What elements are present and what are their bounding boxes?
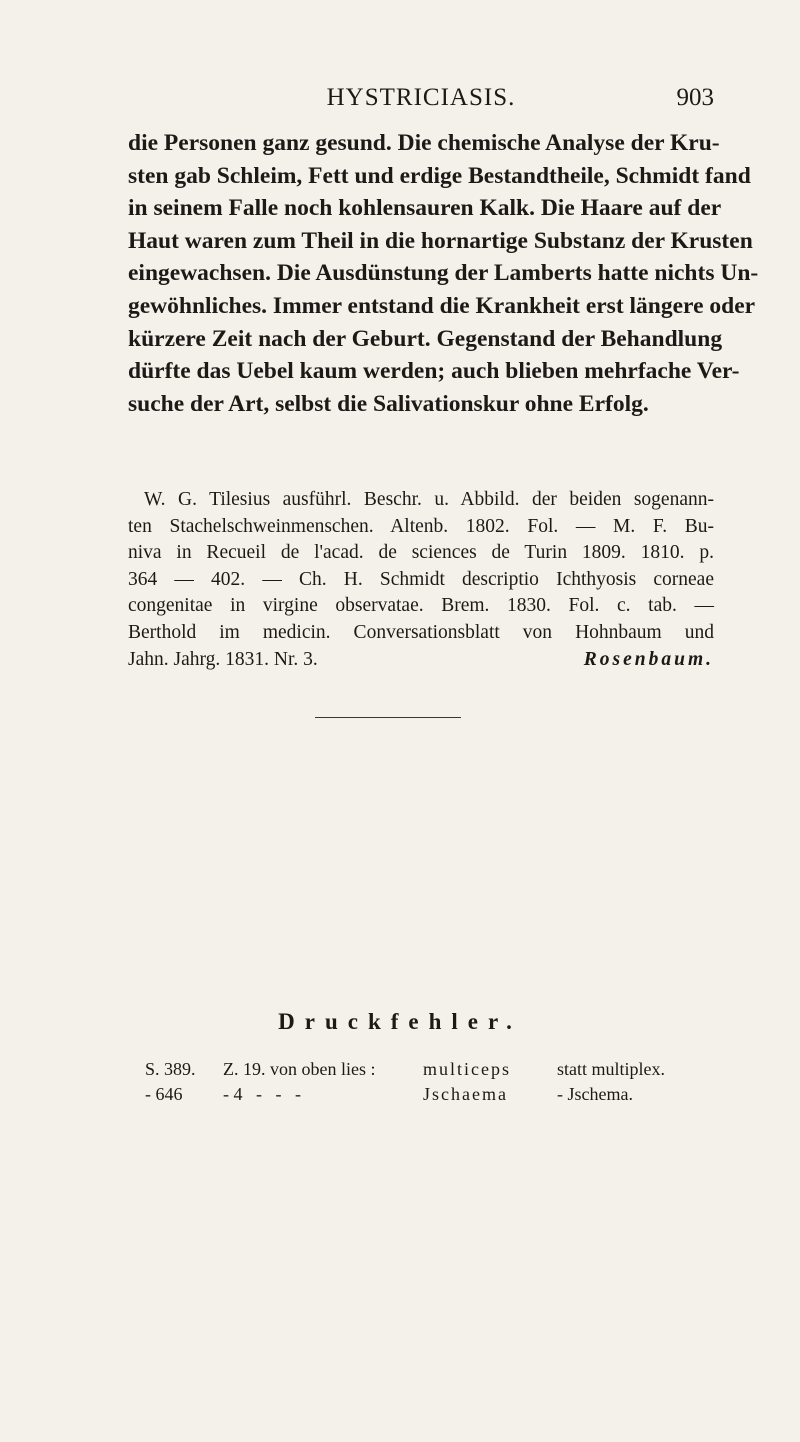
errata-right: - Jschema.	[557, 1084, 633, 1104]
errata-row	[145, 1082, 705, 1107]
errata-line: Z. 19. von oben lies :	[223, 1059, 376, 1079]
body-line: kürzere Zeit nach der Geburt. Gegenstand der Behandlung	[128, 325, 723, 352]
errata-right: statt multiplex.	[557, 1059, 665, 1079]
reference-last-line	[128, 647, 714, 674]
reference-line: W. G. Tilesius ausführl. Beschr. u. Abbild. der beiden sogenann-	[144, 489, 714, 510]
errata-page: - 646	[145, 1084, 183, 1104]
body-line: sten gab Schleim, Fett und erdige Bestandtheile, Schmidt fand	[128, 162, 751, 189]
page-header	[128, 76, 714, 116]
errata-line: - 4 - - -	[223, 1084, 301, 1104]
body-line: eingewachsen. Die Ausdünstung der Lamberts hatte nichts Un-	[128, 260, 759, 287]
reference-line: Berthold im medicin. Conversationsblatt von Hohnbaum und	[128, 621, 714, 643]
reference-line: Jahn. Jahrg. 1831. Nr. 3.	[128, 648, 318, 670]
body-line: die Personen ganz gesund. Die chemische Analyse der Kru-	[128, 130, 720, 156]
errata-list	[145, 1057, 705, 1107]
reference-line: congenitae in virgine observatae. Brem. 1830. Fol. c. tab. —	[128, 595, 714, 617]
reference-line: 364 — 402. — Ch. H. Schmidt descriptio Ichthyosis corneae	[128, 568, 714, 590]
running-title: HYSTRICIASIS.	[326, 84, 516, 111]
body-line: dürfte das Uebel kaum werden; auch blieben mehrfache Ver-	[128, 358, 740, 385]
body-line: gewöhnliches. Immer entstand die Krankheit erst längere oder	[128, 292, 756, 319]
errata-heading: Druckfehler.	[278, 1009, 522, 1034]
body-line: in seinem Falle noch kohlensauren Kalk. Die Haare auf der	[128, 195, 722, 222]
body-line: suche der Art, selbst die Salivationskur ohne Erfolg.	[128, 390, 649, 417]
author-signature: Rosenbaum.	[583, 648, 714, 670]
reference-line: niva in Recueil de l'acad. de sciences de Turin 1809. 1810. p.	[128, 542, 714, 564]
errata-wrong: Jschaema	[423, 1084, 508, 1104]
errata-page: S. 389.	[145, 1059, 196, 1079]
references-block	[128, 487, 714, 673]
page-number: 903	[676, 84, 714, 111]
errata-wrong: multiceps	[423, 1059, 511, 1079]
errata-row	[145, 1057, 705, 1082]
body-paragraph	[128, 127, 759, 420]
section-divider	[315, 717, 461, 718]
body-line: Haut waren zum Theil in die hornartige Substanz der Krusten	[128, 227, 753, 254]
reference-line: ten Stachelschweinmenschen. Altenb. 1802. Fol. — M. F. Bu-	[128, 515, 714, 537]
